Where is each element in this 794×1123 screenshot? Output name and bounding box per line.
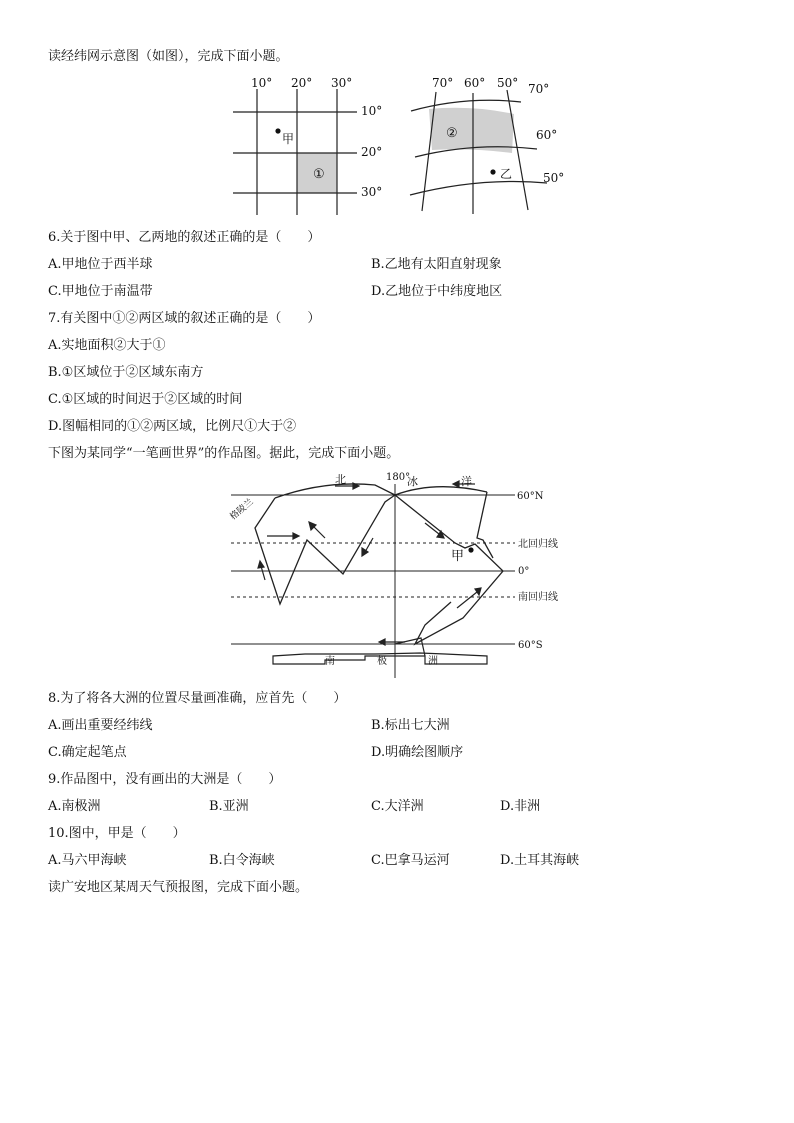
q9-option-c[interactable]: C.大洋洲: [371, 799, 424, 814]
point-jia-marker: [275, 128, 280, 133]
q8-option-a[interactable]: A.画出重要经纬线: [48, 718, 153, 733]
q10-option-a[interactable]: A.马六甲海峡: [48, 853, 127, 868]
label-north-tropic: 北回归线: [518, 539, 558, 550]
greenland-label: 格陵兰: [228, 497, 256, 523]
right-top-label-50: 50°: [497, 76, 519, 90]
left-grid: [233, 89, 357, 215]
right-grid: [410, 90, 547, 214]
one-stroke-world-figure: [225, 468, 585, 680]
left-top-label-20: 20°: [291, 76, 313, 90]
q8-option-d[interactable]: D.明确绘图顺序: [371, 745, 464, 760]
region-1-label: ①: [313, 167, 325, 182]
intro-text-3: 读广安地区某周天气预报图，完成下面小题。: [48, 880, 309, 895]
arrow-4-icon: [437, 531, 444, 538]
arrow-9-icon: [453, 481, 459, 487]
label-south-tropic: 南回归线: [518, 592, 558, 603]
label-180: 180°: [386, 472, 411, 483]
eurasia-stroke: [395, 495, 503, 644]
q7-option-d[interactable]: D.图幅相同的①②两区域，比例尺①大于②: [48, 419, 297, 434]
world-point-jia-label: 甲: [451, 549, 465, 564]
q6-option-d[interactable]: D.乙地位于中纬度地区: [371, 284, 503, 299]
left-right-label-30: 30°: [361, 185, 383, 199]
q10-option-b[interactable]: B.白令海峡: [209, 853, 275, 868]
right-arc-label-50: 50°: [543, 171, 565, 185]
right-arc-label-70: 70°: [528, 82, 550, 96]
q9-option-b[interactable]: B.亚洲: [209, 799, 249, 814]
q10-stem: 10.图中，甲是（ ）: [48, 826, 186, 841]
point-yi-label: 乙: [500, 167, 513, 181]
americas-stroke: [255, 495, 395, 604]
arctic-label-3: 洋: [461, 475, 472, 488]
label-60s: 60°S: [518, 640, 543, 651]
arctic-label-2: 冰: [407, 475, 418, 488]
q10-option-c[interactable]: C.巴拿马运河: [371, 853, 450, 868]
q7-option-a[interactable]: A.实地面积②大于①: [48, 338, 166, 353]
left-right-label-10: 10°: [361, 104, 383, 118]
label-60n: 60°N: [517, 491, 544, 502]
antarctica-label-1: 南: [325, 656, 335, 667]
q9-option-d[interactable]: D.非洲: [500, 799, 541, 814]
q6-option-b[interactable]: B.乙地有太阳直射现象: [371, 257, 502, 272]
arrow-5-icon: [475, 588, 481, 595]
q6-stem: 6.关于图中甲、乙两地的叙述正确的是（ ）: [48, 230, 321, 245]
left-right-label-20: 20°: [361, 145, 383, 159]
q9-stem: 9.作品图中，没有画出的大洲是（ ）: [48, 772, 282, 787]
point-jia-marker-2: [468, 547, 473, 552]
q6-option-a[interactable]: A.甲地位于西半球: [48, 257, 153, 272]
label-equator: 0°: [518, 566, 530, 577]
q7-option-b[interactable]: B.①区域位于②区域东南方: [48, 365, 204, 380]
lat-lon-grid-figure: [225, 72, 585, 220]
q6-option-c[interactable]: C.甲地位于南温带: [48, 284, 153, 299]
q7-stem: 7.有关图中①②两区域的叙述正确的是（ ）: [48, 311, 321, 326]
right-arc-label-60: 60°: [536, 128, 558, 142]
arctic-label-1: 北: [335, 473, 346, 486]
q10-option-d[interactable]: D.土耳其海峡: [500, 853, 580, 868]
intro-text-2: 下图为某同学“一笔画世界”的作品图。据此，完成下面小题。: [48, 446, 400, 461]
q8-stem: 8.为了将各大洲的位置尽量画准确，应首先（ ）: [48, 691, 347, 706]
right-top-label-60: 60°: [464, 76, 486, 90]
q9-option-a[interactable]: A.南极洲: [48, 799, 101, 814]
arctic-coast-line: [275, 484, 487, 498]
left-top-label-10: 10°: [251, 76, 273, 90]
right-top-label-70: 70°: [432, 76, 454, 90]
q8-option-b[interactable]: B.标出七大洲: [371, 718, 450, 733]
antarctica-label-3: 洲: [428, 656, 438, 667]
region-2-label: ②: [446, 126, 458, 141]
arrow-7-icon: [258, 561, 264, 568]
point-yi-marker: [490, 169, 495, 174]
q8-option-c[interactable]: C.确定起笔点: [48, 745, 127, 760]
q7-option-c[interactable]: C.①区域的时间迟于②区域的时间: [48, 392, 243, 407]
arrow-2-icon: [309, 522, 316, 530]
intro-text-1: 读经纬网示意图（如图），完成下面小题。: [48, 49, 289, 64]
left-top-label-30: 30°: [331, 76, 353, 90]
antarctica-label-2: 极: [377, 656, 387, 667]
point-jia-label: 甲: [282, 132, 295, 146]
arrow-1-icon: [293, 533, 299, 539]
